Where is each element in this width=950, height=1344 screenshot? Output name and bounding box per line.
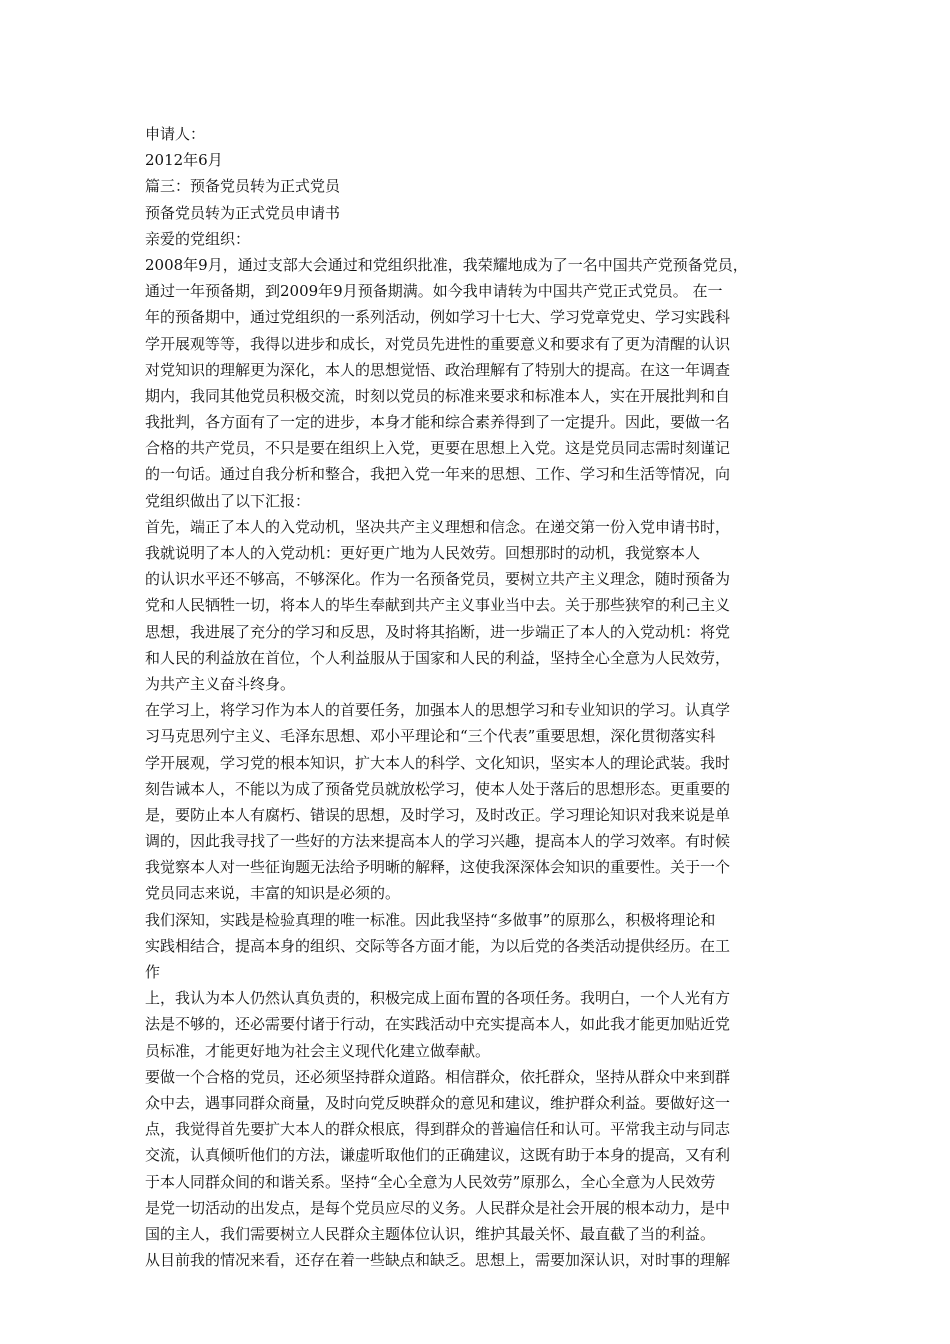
text-line: 合格的共产党员，不只是要在组织上入党，更要在思想上入党。这是党员同志需时刻谨记: [145, 439, 731, 458]
text-line: 党员同志来说，丰富的知识是必须的。: [145, 884, 401, 903]
text-line: 我们深知，实践是检验真理的唯一标准。因此我坚持“多做事”的原那么，积极将理论和: [145, 910, 716, 929]
text-line: 亲爱的党组织：: [145, 229, 251, 248]
text-line: 为共产主义奋斗终身。: [145, 674, 296, 693]
text-line: 要做一个合格的党员，还必须坚持群众道路。相信群众，依托群众，坚持从群众中来到群: [145, 1067, 731, 1086]
text-line: 是，要防止本人有腐朽、错误的思想，及时学习，及时改正。学习理论知识对我来说是单: [145, 805, 731, 824]
text-line: 调的，因此我寻找了一些好的方法来提高本人的学习兴趣，提高本人的学习效率。有时候: [145, 832, 731, 851]
text-line: 和人民的利益放在首位，个人利益服从于国家和人民的利益，坚持全心全意为人民效劳，: [145, 648, 731, 667]
text-line: 上，我认为本人仍然认真负责的，积极完成上面布置的各项任务。我明白，一个人光有方: [145, 989, 731, 1008]
text-line: 学开展观等等，我得以进步和成长，对党员先进性的重要意义和要求有了更为清醒的认识: [145, 334, 731, 353]
text-line: 交流，认真倾听他们的方法，谦虚听取他们的正确建议，这既有助于本身的提高，又有利: [145, 1146, 731, 1165]
text-line: 首先，端正了本人的入党动机，坚决共产主义理想和信念。在递交第一份入党申请书时，: [145, 517, 731, 536]
text-line: 对党知识的理解更为深化，本人的思想觉悟、政治理解有了特别大的提高。在这一年调查: [145, 360, 731, 379]
text-line: 我批判，各方面有了一定的进步，本身才能和综合素养得到了一定提升。因此，要做一名: [145, 413, 731, 432]
text-line: 党和人民牺牲一切，将本人的毕生奉献到共产主义事业当中去。关于那些狭窄的利己主义: [145, 596, 731, 615]
text-line: 法是不够的，还必需要付诸于行动，在实践活动中充实提高本人，如此我才能更加贴近党: [145, 1015, 731, 1034]
text-line: 点，我觉得首先要扩大本人的群众根底，得到群众的普遍信任和认可。平常我主动与同志: [145, 1120, 731, 1139]
text-line: 2012年6月: [145, 151, 223, 170]
text-line: 党组织做出了以下汇报：: [145, 491, 311, 510]
text-line: 在学习上，将学习作为本人的首要任务，加强本人的思想学习和专业知识的学习。认真学: [145, 701, 731, 720]
text-line: 众中去，遇事同群众商量，及时向党反映群众的意见和建议，维护群众利益。要做好这一: [145, 1093, 731, 1112]
text-line: 的一句话。通过自我分析和整合，我把入党一年来的思想、工作、学习和生活等情况，向: [145, 465, 731, 484]
text-line: 员标准，才能更好地为社会主义现代化建立做奉献。: [145, 1041, 491, 1060]
text-line: 学开展观，学习党的根本知识，扩大本人的科学、文化知识，坚实本人的理论武装。我时: [145, 753, 731, 772]
text-line: 预备党员转为正式党员申请书: [145, 203, 341, 222]
text-line: 期内，我同其他党员积极交流，时刻以党员的标准来要求和标准本人，实在开展批判和自: [145, 386, 731, 405]
text-line: 习马克思列宁主义、毛泽东思想、邓小平理论和“三个代表”重要思想，深化贯彻落实科: [145, 727, 716, 746]
text-line: 实践相结合，提高本身的组织、交际等各方面才能，为以后党的各类活动提供经历。在工: [145, 936, 731, 955]
text-line: 刻告诫本人，不能以为成了预备党员就放松学习，使本人处于落后的思想形态。更重要的: [145, 779, 731, 798]
text-line: 于本人同群众间的和谐关系。坚持“全心全意为人民效劳”原那么，全心全意为人民效劳: [145, 1172, 716, 1191]
text-line: 2008年9月，通过支部大会通过和党组织批准，我荣耀地成为了一名中国共产党预备党员，: [145, 255, 748, 274]
text-line: 篇三：预备党员转为正式党员: [145, 177, 341, 196]
text-line: 作: [145, 963, 161, 981]
text-line: 思想，我进展了充分的学习和反思，及时将其掐断，进一步端正了本人的入党动机：将党: [145, 622, 731, 641]
text-line: 的认识水平还不够高，不够深化。作为一名预备党员，要树立共产主义理念，随时预备为: [145, 570, 731, 589]
text-line: 从目前我的情况来看，还存在着一些缺点和缺乏。思想上，需要加深认识，对时事的理解: [145, 1251, 731, 1270]
text-line: 申请人：: [145, 125, 206, 143]
text-line: 我觉察本人对一些征询题无法给予明晰的解释，这使我深深体会知识的重要性。关于一个: [145, 858, 731, 877]
text-line: 年的预备期中，通过党组织的一系列活动，例如学习十七大、学习党章党史、学习实践科: [145, 308, 731, 327]
text-line: 我就说明了本人的入党动机：更好更广地为人民效劳。回想那时的动机，我觉察本人: [145, 544, 701, 562]
text-line: 是党一切活动的出发点，是每个党员应尽的义务。人民群众是社会开展的根本动力，是中: [145, 1198, 731, 1217]
text-line: 国的主人，我们需要树立人民群众主题体位认识，维护其最关怀、最直截了当的利益。: [145, 1224, 716, 1243]
document-body: [145, 121, 815, 1273]
text-line: 通过一年预备期，到2009年9月预备期满。如今我申请转为中国共产党正式党员。 在一: [145, 282, 723, 301]
